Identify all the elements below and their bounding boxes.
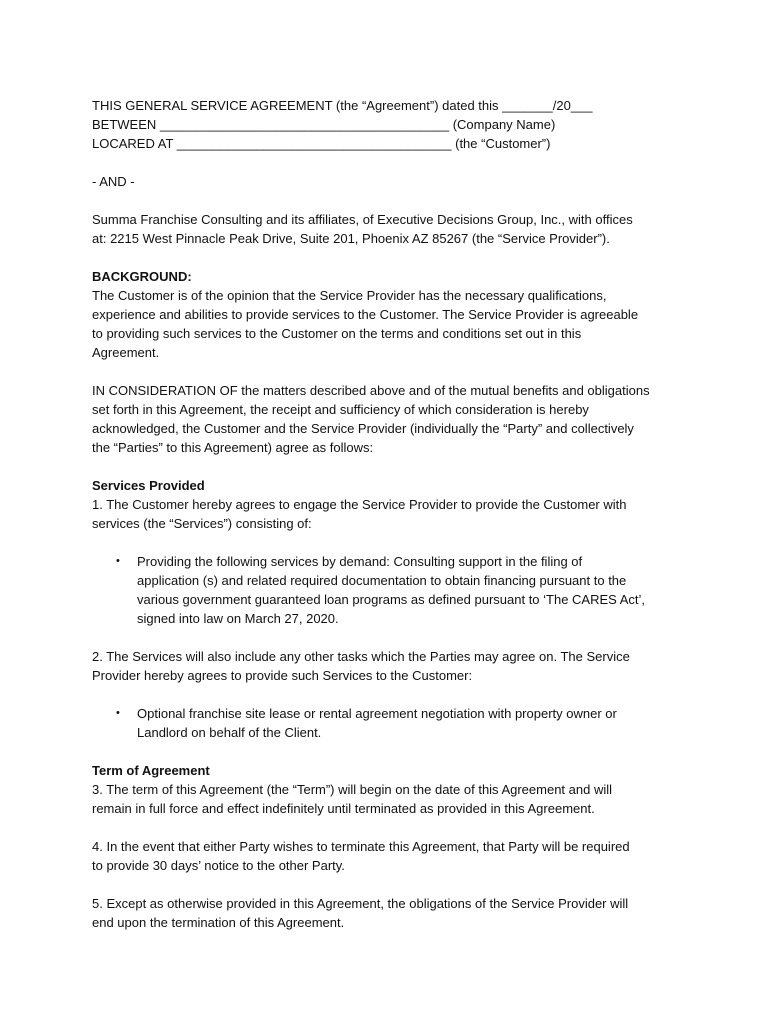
located-at-line: LOCARED AT ______________________________________ (the “Customer”)	[92, 136, 551, 151]
bullet-icon: •	[116, 555, 120, 567]
background-line: to providing such services to the Customer on the terms and conditions set out in this	[92, 326, 582, 341]
consideration-line: IN CONSIDERATION OF the matters described above and of the mutual benefits and obligations	[92, 383, 650, 398]
services-heading: Services Provided	[92, 478, 205, 493]
term-item-4-line: to provide 30 days’ notice to the other Party.	[92, 858, 345, 873]
bullet-line: Providing the following services by demand: Consulting support in the filing of	[137, 554, 583, 569]
term-item-3-line: 3. The term of this Agreement (the “Term”) will begin on the date of this Agreement and will	[92, 782, 613, 797]
services-item-2-line: Provider hereby agrees to provide such Services to the Customer:	[92, 668, 473, 683]
consideration-line: the “Parties” to this Agreement) agree as follows:	[92, 440, 374, 455]
provider-paragraph	[92, 210, 692, 248]
consideration-paragraph	[92, 381, 692, 457]
bullet-list-item	[92, 552, 692, 628]
background-section	[92, 267, 692, 362]
services-item-2-line: 2. The Services will also include any other tasks which the Parties may agree on. The Service	[92, 649, 630, 664]
bullet-line: Landlord on behalf of the Client.	[137, 725, 322, 740]
provider-line: at: 2215 West Pinnacle Peak Drive, Suite 201, Phoenix AZ 85267 (the “Service Provider”).	[92, 231, 610, 246]
background-heading: BACKGROUND:	[92, 269, 192, 284]
consideration-line: acknowledged, the Customer and the Service Provider (individually the “Party” and collectively	[92, 421, 634, 436]
bullet-line: application (s) and related required documentation to obtain financing pursuant to the	[137, 573, 627, 588]
term-heading: Term of Agreement	[92, 763, 210, 778]
agreement-header	[92, 96, 692, 153]
bullet-line: signed into law on March 27, 2020.	[137, 611, 339, 626]
background-line: Agreement.	[92, 345, 160, 360]
between-line: BETWEEN ________________________________________ (Company Name)	[92, 117, 556, 132]
term-item-3-line: remain in full force and effect indefinitely until terminated as provided in this Agreement.	[92, 801, 595, 816]
provider-line: Summa Franchise Consulting and its affiliates, of Executive Decisions Group, Inc., with offices	[92, 212, 633, 227]
term-item-5-line: 5. Except as otherwise provided in this Agreement, the obligations of the Service Provider will	[92, 896, 629, 911]
background-line: experience and abilities to provide services to the Customer. The Service Provider is agreeable	[92, 307, 639, 322]
term-section	[92, 761, 692, 932]
services-section	[92, 476, 692, 742]
bullet-list-item	[92, 704, 692, 742]
document-body	[92, 96, 692, 932]
agreement-title-line: THIS GENERAL SERVICE AGREEMENT (the “Agreement”) dated this _______/20___	[92, 98, 593, 113]
services-item-1-line: 1. The Customer hereby agrees to engage the Service Provider to provide the Customer with	[92, 497, 627, 512]
bullet-line: Optional franchise site lease or rental agreement negotiation with property owner or	[137, 706, 617, 721]
bullet-line: various government guaranteed loan programs as defined pursuant to ‘The CARES Act’,	[137, 592, 646, 607]
background-line: The Customer is of the opinion that the Service Provider has the necessary qualifications,	[92, 288, 607, 303]
services-item-1-line: services (the “Services”) consisting of:	[92, 516, 312, 531]
term-item-5-line: end upon the termination of this Agreement.	[92, 915, 345, 930]
term-item-4-line: 4. In the event that either Party wishes to terminate this Agreement, that Party will be required	[92, 839, 630, 854]
consideration-line: set forth in this Agreement, the receipt and sufficiency of which consideration is hereby	[92, 402, 589, 417]
bullet-icon: •	[116, 707, 120, 719]
and-separator: - AND -	[92, 174, 135, 189]
